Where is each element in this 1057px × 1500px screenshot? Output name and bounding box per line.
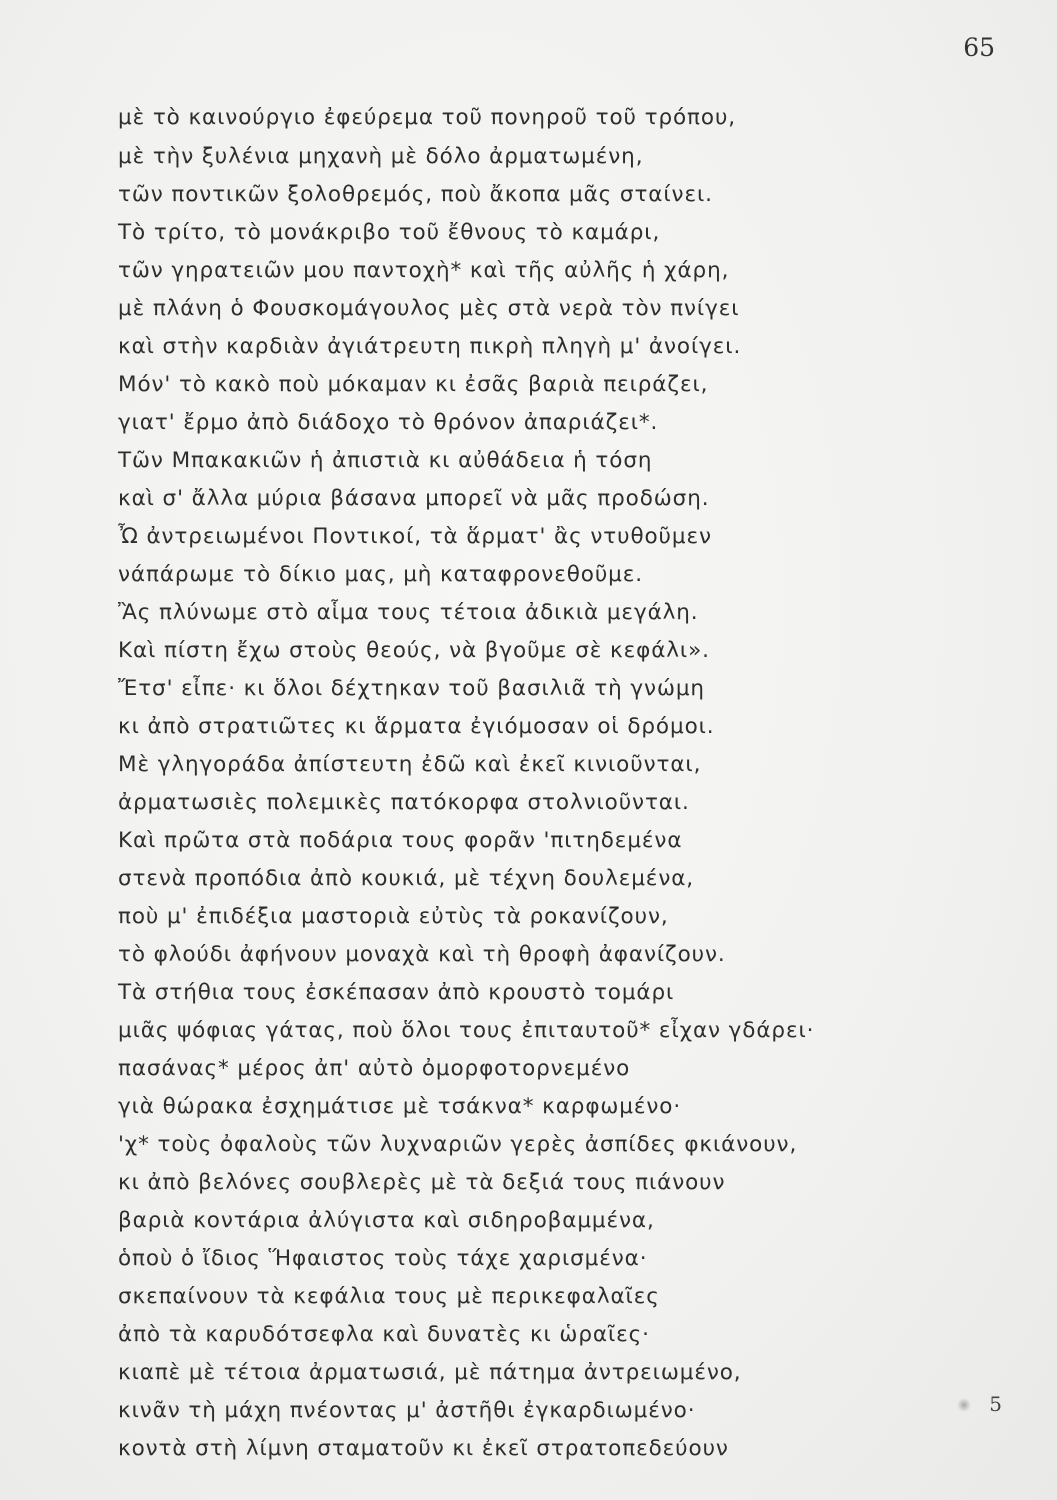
poem-line: μὲ τὴν ξυλένια μηχανὴ μὲ δόλο ἀρματωμένη, bbox=[118, 144, 644, 169]
poem-line: καὶ στὴν καρδιὰν ἀγιάτρευτη πικρὴ πληγὴ μ' ἀνοίγει. bbox=[118, 334, 742, 359]
poem-line: πασάνας* μέρος ἀπ' αὐτὸ ὀμορφοτορνεμένο bbox=[118, 1056, 631, 1081]
poem-line: κι ἀπὸ στρατιῶτες κι ἅρματα ἐγιόμοσαν οἱ δρόμοι. bbox=[118, 714, 715, 739]
poem-line: γιατ' ἔρμο ἀπὸ διάδοχο τὸ θρόνον ἀπαριάζει*. bbox=[118, 410, 659, 435]
poem-line: κι ἀπὸ βελόνες σουβλερὲς μὲ τὰ δεξιά τους πιάνουν bbox=[118, 1170, 726, 1195]
page-number: 65 bbox=[963, 33, 995, 62]
poem-line: νάπάρωμε τὸ δίκιο μας, μὴ καταφρονεθοῦμε. bbox=[118, 562, 644, 587]
poem-line: Μὲ γληγοράδα ἀπίστευτη ἐδῶ καὶ ἐκεῖ κινιοῦνται, bbox=[118, 752, 702, 777]
poem-line: κιαπὲ μὲ τέτοια ἀρματωσιά, μὲ πάτημα ἀντρειωμένο, bbox=[118, 1360, 742, 1385]
ink-smudge bbox=[957, 1398, 971, 1412]
poem-line: Καὶ πίστη ἔχω στοὺς θεούς, νὰ βγοῦμε σὲ κεφάλι». bbox=[118, 638, 710, 663]
poem-line: Ἂς πλύνωμε στὸ αἷμα τους τέτοια ἀδικιὰ μεγάλη. bbox=[118, 600, 699, 625]
poem-line: Ἔτσ' εἶπε· κι ὅλοι δέχτηκαν τοῦ βασιλιᾶ τὴ γνώμη bbox=[118, 676, 705, 701]
poem-line: βαριὰ κοντάρια ἀλύγιστα καὶ σιδηροβαμμένα, bbox=[118, 1208, 655, 1233]
poem-line: Τὰ στήθια τους ἐσκέπασαν ἀπὸ κρουστὸ τομάρι bbox=[118, 980, 675, 1005]
poem-line: Μόν' τὸ κακὸ ποὺ μόκαμαν κι ἐσᾶς βαριὰ πειράζει, bbox=[118, 372, 709, 397]
poem-line: ποὺ μ' ἐπιδέξια μαστοριὰ εὐτὺς τὰ ροκανίζουν, bbox=[118, 904, 669, 929]
poem-line: κοντὰ στὴ λίμνη σταματοῦν κι ἐκεῖ στρατοπεδεύουν bbox=[118, 1436, 729, 1461]
poem-line: τὸ φλούδι ἀφήνουν μοναχὰ καὶ τὴ θροφὴ ἀφανίζουν. bbox=[118, 942, 726, 967]
poem-line: καὶ σ' ἄλλα μύρια βάσανα μπορεῖ νὰ μᾶς προδώση. bbox=[118, 486, 710, 511]
poem-line: ἀπὸ τὰ καρυδότσεφλα καὶ δυνατὲς κι ὡραῖες· bbox=[118, 1322, 650, 1347]
poem-line: τῶν ποντικῶν ξολοθρεμός, ποὺ ἄκοπα μᾶς σταίνει. bbox=[118, 182, 713, 207]
poem-line: Τῶν Μπακακιῶν ἡ ἀπιστιὰ κι αὐθάδεια ἡ τόση bbox=[118, 448, 653, 473]
poem-line: μὲ τὸ καινούργιο ἐφεύρεμα τοῦ πονηροῦ τοῦ τρόπου, bbox=[118, 105, 737, 130]
poem-line: γιὰ θώρακα ἐσχημάτισε μὲ τσάκνα* καρφωμένο· bbox=[118, 1094, 682, 1119]
poem-line: σκεπαίνουν τὰ κεφάλια τους μὲ περικεφαλαῖες bbox=[118, 1284, 660, 1309]
poem-line: ὁποὺ ὁ ἴδιος Ἥφαιστος τοὺς τάχε χαρισμένα· bbox=[118, 1246, 648, 1271]
poem-line: στενὰ προπόδια ἀπὸ κουκιά, μὲ τέχνη δουλεμένα, bbox=[118, 866, 695, 891]
poem-line: μιᾶς ψόφιας γάτας, ποὺ ὅλοι τους ἐπιταυτοῦ* εἶχαν γδάρει· bbox=[118, 1018, 815, 1043]
poem-line: κινᾶν τὴ μάχη πνέοντας μ' ἀστῆθι ἐγκαρδιωμένο· bbox=[118, 1398, 696, 1423]
poem-line: τῶν γηρατειῶν μου παντοχὴ* καὶ τῆς αὐλῆς ἡ χάρη, bbox=[118, 258, 730, 283]
poem-line: ἀρματωσιὲς πολεμικὲς πατόκορφα στολνιοῦνται. bbox=[118, 790, 690, 815]
poem-line: Ὦ ἀντρειωμένοι Ποντικοί, τὰ ἅρματ' ἂς ντυθοῦμεν bbox=[118, 524, 712, 549]
poem-line: μὲ πλάνη ὁ Φουσκομάγουλος μὲς στὰ νερὰ τὸν πνίγει bbox=[118, 296, 740, 321]
poem-line: Τὸ τρίτο, τὸ μονάκριβο τοῦ ἔθνους τὸ καμάρι, bbox=[118, 220, 661, 245]
poem-line: Καὶ πρῶτα στὰ ποδάρια τους φορᾶν 'πιτηδεμένα bbox=[118, 828, 683, 853]
poem-line: 'χ* τοὺς ὀφαλοὺς τῶν λυχναριῶν γερὲς ἀσπίδες φκιάνουν, bbox=[118, 1132, 798, 1157]
signature-number: 5 bbox=[989, 1392, 1002, 1416]
